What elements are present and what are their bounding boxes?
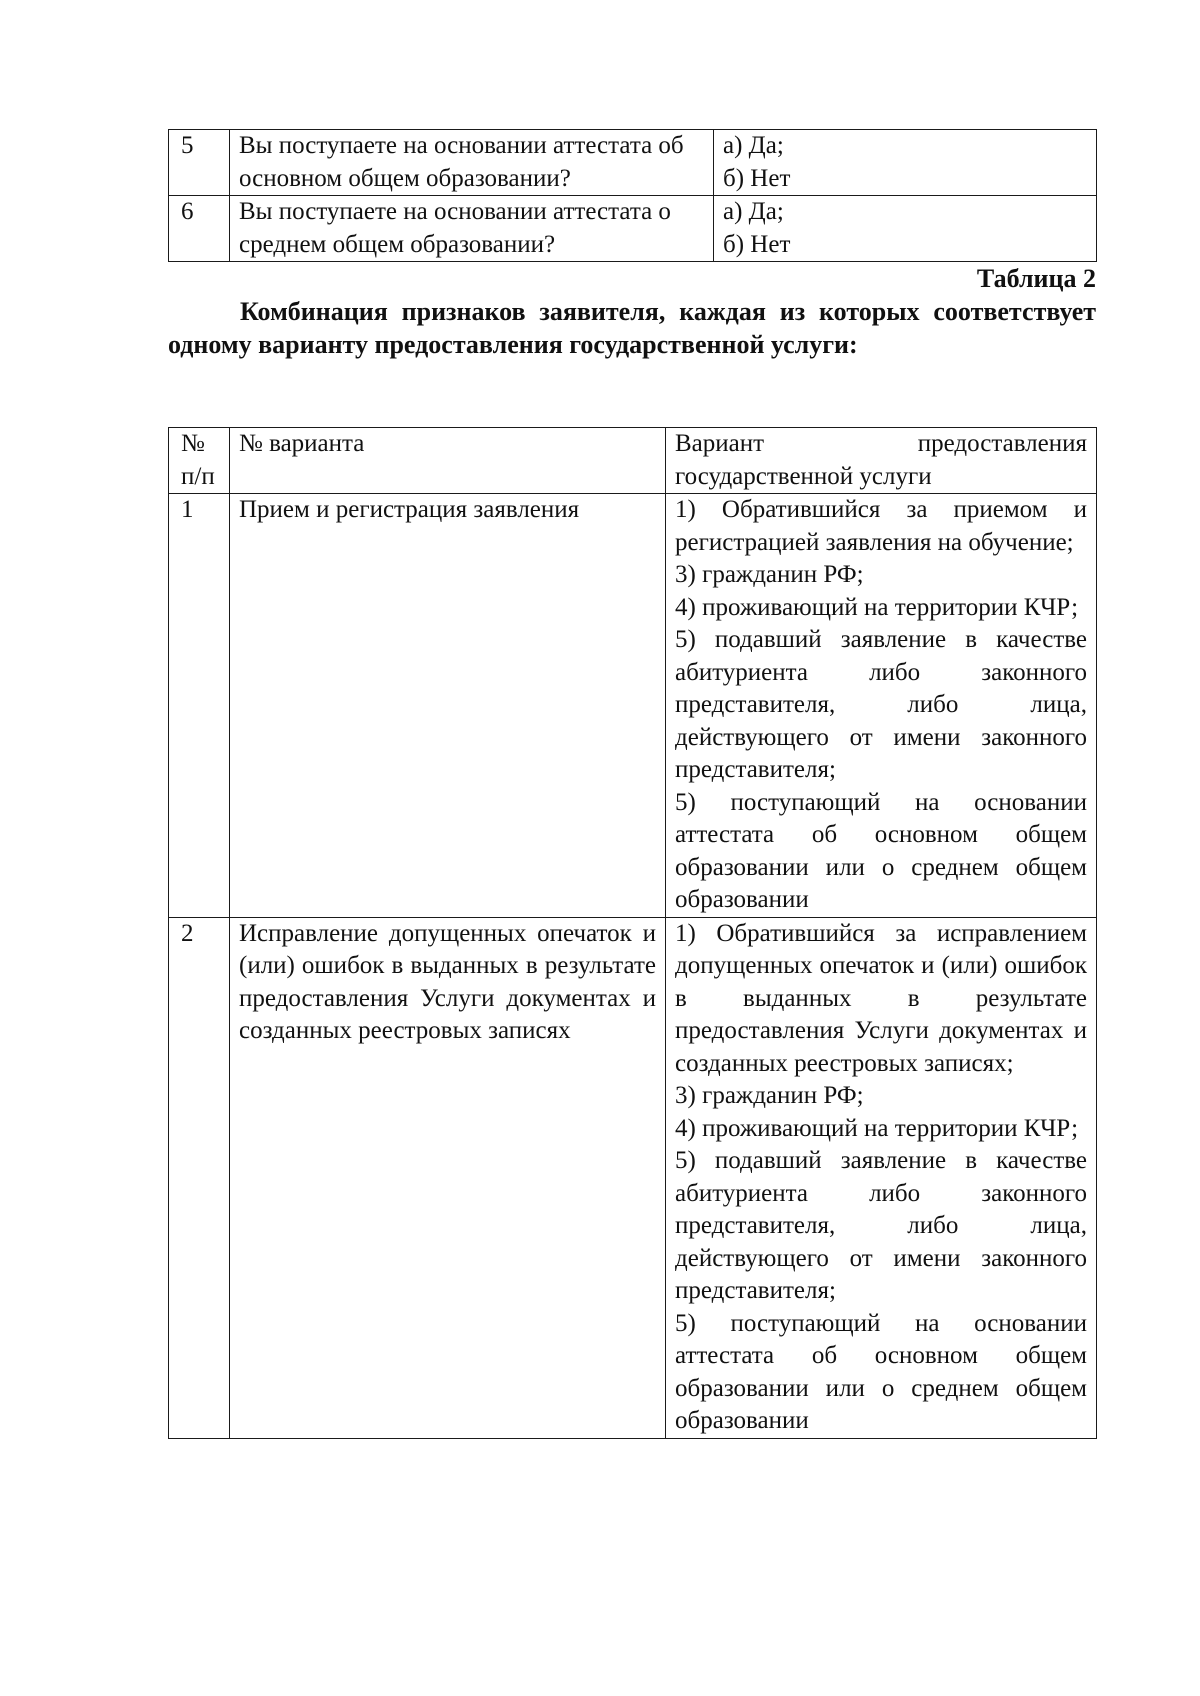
row-number: 2 — [169, 917, 230, 1438]
answer-option: а) Да; — [723, 132, 784, 159]
row-number: 5 — [169, 130, 230, 196]
criteria-cell — [666, 494, 1097, 918]
criteria-item: 5) поступающий на основании аттестата об основном общем образовании или о среднем общем образовании — [675, 788, 1087, 913]
row-number: 6 — [169, 196, 230, 262]
answer-option: б) Нет — [723, 230, 791, 258]
variants-table — [168, 427, 1097, 1439]
criteria-item: 4) проживающий на территории КЧР; — [675, 593, 1079, 621]
table-row — [169, 130, 1097, 196]
questions-table — [168, 129, 1097, 262]
answer-options-cell — [714, 196, 1097, 262]
answer-options-cell — [714, 130, 1097, 196]
variant-name-cell: Исправление допущенных опечаток и (или) ошибок в выданных в результате предоставления Услуги документах и созданных реестровых записях — [230, 917, 666, 1438]
header-number: № п/п — [169, 428, 230, 494]
criteria-item: 1) Обратившийся за исправлением допущенных опечаток и (или) ошибок в выданных в результате предоставления Услуги документах и созданных реестровых записях; — [675, 919, 1087, 1077]
criteria-item: 5) подавший заявление в качестве абитуриента либо законного представителя, либо лица, действующего от имени законного представителя; — [675, 1147, 1087, 1304]
criteria-cell — [666, 917, 1097, 1438]
table-header-row — [169, 428, 1097, 494]
header-variant: № варианта — [230, 428, 666, 494]
question-cell: Вы поступаете на основании аттестата о среднем общем образовании? — [230, 196, 714, 262]
table-row — [169, 917, 1097, 1438]
table-row — [169, 196, 1097, 262]
table-number-label: Таблица 2 — [976, 264, 1096, 293]
answer-option: б) Нет — [723, 164, 791, 192]
variant-name-cell: Прием и регистрация заявления — [230, 494, 666, 918]
criteria-item: 1) Обратившийся за приемом и регистрацией заявления на обучение; — [675, 496, 1087, 556]
criteria-item: 5) подавший заявление в качестве абитуриента либо законного представителя, либо лица, действующего от имени законного представителя; — [675, 626, 1087, 783]
row-number: 1 — [169, 494, 230, 918]
header-variant-description: Вариант предоставления государственной услуги — [666, 428, 1097, 494]
criteria-item: 5) поступающий на основании аттестата об основном общем образовании или о среднем общем образовании — [675, 1309, 1087, 1434]
answer-option: а) Да; — [723, 198, 784, 225]
criteria-item: 3) гражданин РФ; — [675, 561, 864, 588]
criteria-item: 4) проживающий на территории КЧР; — [675, 1114, 1079, 1142]
question-cell: Вы поступаете на основании аттестата об основном общем образовании? — [230, 130, 714, 196]
criteria-item: 3) гражданин РФ; — [675, 1082, 864, 1109]
table-caption: Комбинация признаков заявителя, каждая из которых соответствует одному варианту предоставления государственной услуги: — [168, 297, 1096, 359]
table-row — [169, 494, 1097, 918]
